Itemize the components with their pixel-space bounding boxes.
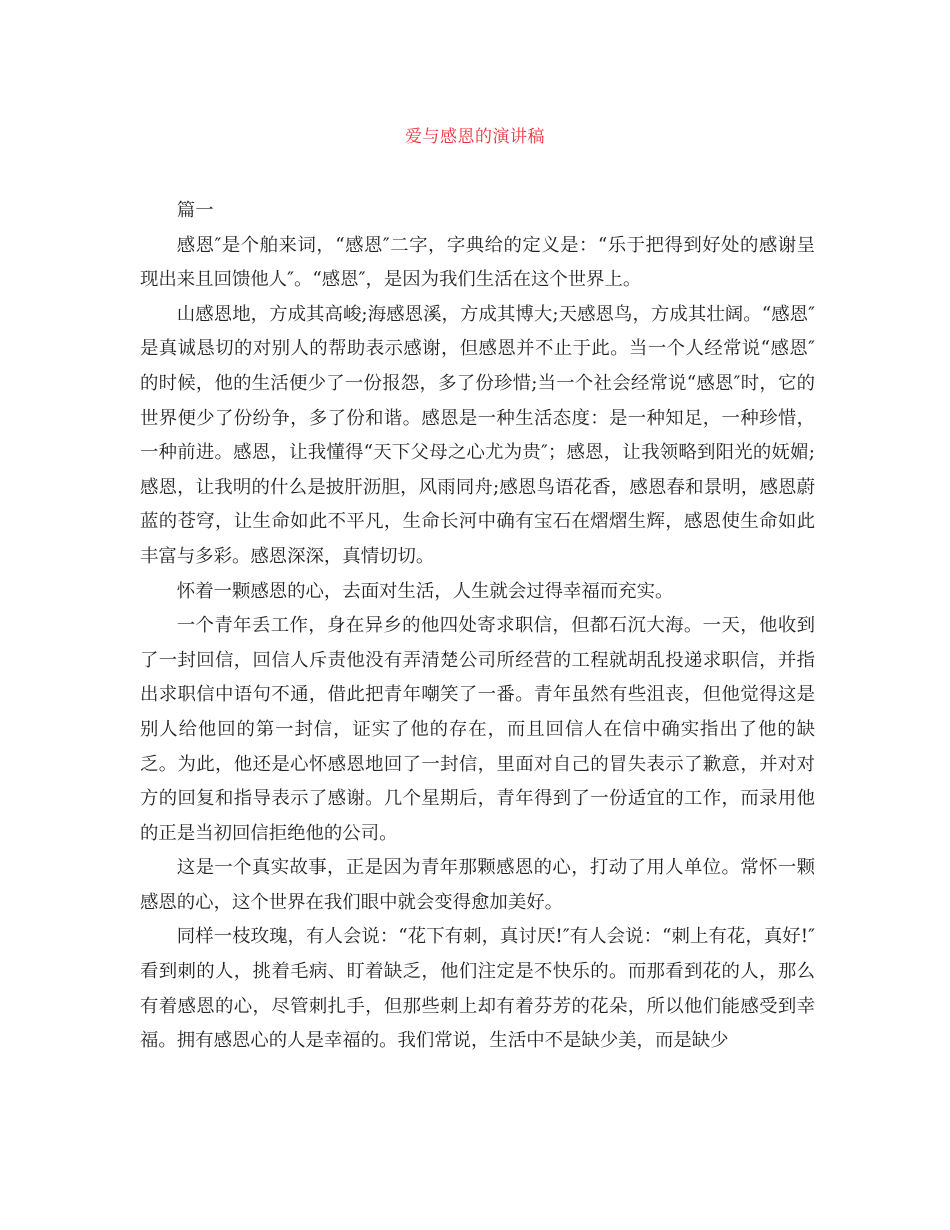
document-title: 爱与感恩的演讲稿 bbox=[405, 127, 545, 147]
section-heading: 篇一 bbox=[176, 200, 214, 221]
paragraph: 山感恩地，方成其高峻;海感恩溪，方成其博大;天感恩鸟，方成其壮阔。“感恩″是真诚恳切的对别人的帮助表示感谢，但感恩并不止于此。当一个人经常说“感恩″的时候，他的生活便少了一份报怨，多了份珍惜;当一个社会经常说“感恩″时，它的世界便少了份纷争，多了份和谐。感恩是一种生活态度：是一种知足，一种珍惜，一种前进。感恩，让我懂得“天下父母之心尤为贵″；感恩，让我领略到阳光的妩媚;感恩，让我明的什么是披肝沥胆，风雨同舟;感恩鸟语花香，感恩春和景明，感恩蔚蓝的苍穹，让生命如此不平凡，生命长河中确有宝石在熠熠生辉，感恩使生命如此丰富与多彩。感恩深深，真情切切。 bbox=[140, 303, 815, 567]
paragraph: 同样一枝玫瑰，有人会说：“花下有刺，真讨厌!″有人会说：“刺上有花，真好!″看到刺的人，挑着毛病、盯着缺乏，他们注定是不快乐的。而那看到花的人，那么有着感恩的心，尽管刺扎手，但那些刺上却有着芬芳的花朵，所以他们能感受到幸福。拥有感恩心的人是幸福的。我们常说，生活中不是缺少美，而是缺少 bbox=[140, 926, 815, 1052]
paragraph: 怀着一颗感恩的心，去面对生活，人生就会过得幸福而充实。 bbox=[176, 580, 674, 602]
document-body bbox=[140, 194, 815, 1059]
paragraph: 一个青年丢工作，身在异乡的他四处寄求职信，但都石沉大海。一天，他收到了一封回信，回信人斥责他没有弄清楚公司所经营的工程就胡乱投递求职信，并指出求职信中语句不通，借此把青年嘲笑了一番。青年虽然有些沮丧，但他觉得这是别人给他回的第一封信，证实了他的存在，而且回信人在信中确实指出了他的缺乏。为此，他还是心怀感恩地回了一封信，里面对自己的冒失表示了歉意，并对对方的回复和指导表示了感谢。几个星期后，青年得到了一份适宜的工作，而录用他的正是当初回信拒绝他的公司。 bbox=[140, 615, 815, 844]
paragraph: 这是一个真实故事，正是因为青年那颗感恩的心，打动了用人单位。常怀一颗感恩的心，这个世界在我们眼中就会变得愈加美好。 bbox=[140, 857, 815, 913]
paragraph: 感恩″是个舶来词，“感恩″二字，字典给的定义是：“乐于把得到好处的感谢呈现出来且回馈他人″。“感恩″，是因为我们生活在这个世界上。 bbox=[140, 234, 815, 291]
